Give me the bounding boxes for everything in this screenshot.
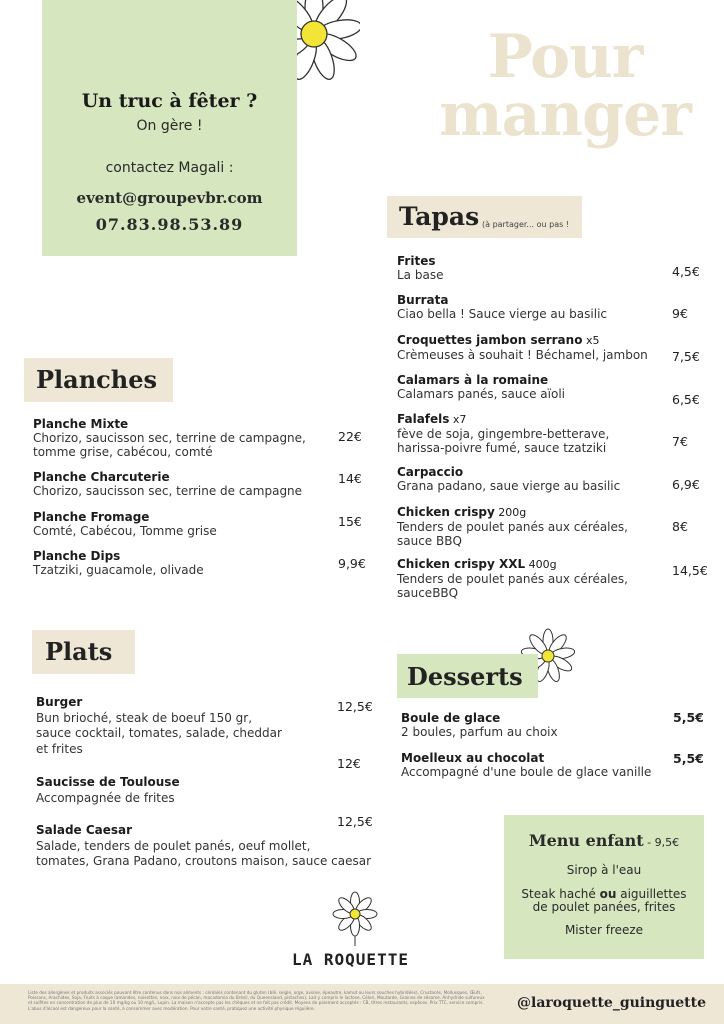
logo-daisy-icon: [330, 888, 380, 948]
planche-item: [33, 417, 306, 459]
item-desc-line2: sauce BBQ: [397, 534, 462, 548]
item-price: 12,5€: [337, 699, 373, 714]
tapas-item: [397, 293, 607, 321]
menu-enfant-main: [504, 887, 704, 901]
item-price: 9€: [672, 306, 688, 321]
item-desc-line2: tomates, Grana Padano, croutons maison, sauce caesar: [36, 854, 372, 868]
promo-email-link[interactable]: event@groupevbr.com: [76, 189, 263, 207]
item-desc: Chorizo, saucisson sec, terrine de campagne: [33, 484, 303, 498]
menu-enfant-dessert: Mister freeze: [564, 923, 644, 937]
promo-contact-label: contactez Magali :: [105, 160, 234, 176]
item-desc: fève de soja, gingembre-betterave,: [397, 427, 610, 441]
item-price: 14€: [338, 471, 362, 486]
item-desc: Bun brioché, steak de boeuf 150 gr,: [36, 710, 253, 725]
item-desc: Ciao bella ! Sauce vierge au basilic: [397, 307, 608, 321]
item-name: Salade Caesar: [36, 823, 133, 837]
item-qty: x7: [449, 413, 467, 426]
event-promo-box: [42, 0, 297, 256]
item-desc-line2: sauceBBQ: [397, 586, 459, 600]
item-name: Falafels: [397, 412, 450, 426]
item-desc: La base: [397, 268, 444, 282]
planches-heading: Planches: [36, 365, 158, 394]
item-price: 8€: [672, 519, 688, 534]
item-desc: Salade, tenders de poulet panés, oeuf mollet,: [36, 838, 311, 853]
promo-headline: Un truc à fêter ?: [81, 90, 258, 112]
dessert-item: [401, 751, 651, 779]
tapas-item: [397, 254, 443, 282]
tapas-item: [397, 333, 648, 362]
item-price: 5,5€: [673, 710, 704, 725]
item-desc-line3: et frites: [36, 741, 83, 756]
footer: [0, 984, 724, 1024]
item-desc: Tzatziki, guacamole, olivade: [33, 563, 204, 577]
item-desc: 2 boules, parfum au choix: [401, 725, 558, 739]
item-desc: Accompagné d'une boule de glace vanille: [401, 765, 652, 779]
item-desc-line2: sauce cocktail, tomates, salade, cheddar: [36, 726, 282, 740]
item-price: 6,5€: [672, 392, 700, 407]
menu-enfant-main-or: ou: [599, 887, 617, 901]
item-price: 9,9€: [338, 556, 366, 571]
menu-enfant-heading-row: [504, 831, 704, 850]
instagram-handle-link[interactable]: @laroquette_guinguette: [517, 995, 706, 1011]
item-price: 6,9€: [672, 477, 700, 492]
item-price: 12,5€: [337, 814, 373, 829]
item-name: Frites: [397, 254, 436, 268]
menu-enfant-main-a: Steak haché: [521, 887, 600, 901]
item-desc: Grana padano, saue vierge au basilic: [397, 479, 621, 493]
item-desc-line2: harissa-poivre fumé, sauce tzatziki: [397, 441, 607, 455]
item-desc: Calamars panés, sauce aïoli: [397, 387, 566, 401]
page-title-line2: manger: [439, 80, 691, 150]
item-qty: x5: [582, 334, 600, 347]
item-price: 7€: [672, 434, 688, 449]
desserts-header: [397, 654, 538, 698]
item-price: 14,5€: [672, 563, 708, 578]
menu-enfant-drink: Sirop à l'eau: [566, 863, 642, 877]
item-qty: 400g: [525, 558, 557, 571]
item-name: Chicken crispy XXL: [397, 557, 526, 571]
item-name: Moelleux au chocolat: [401, 751, 545, 765]
menu-enfant-main-c: aiguillettes: [616, 887, 687, 901]
page-title-line1: Pour: [487, 22, 643, 92]
item-desc: Comté, Cabécou, Tomme grise: [33, 524, 217, 538]
item-desc: Tenders de poulet panés aux céréales,: [397, 520, 628, 534]
item-qty: 200g: [494, 506, 527, 519]
planches-header: [24, 358, 173, 402]
dessert-item: [401, 711, 558, 739]
menu-enfant-price: - 9,5€: [643, 836, 680, 849]
item-name: Calamars à la romaine: [397, 373, 549, 387]
plat-item: [36, 823, 371, 870]
item-name: Saucisse de Toulouse: [36, 775, 180, 789]
plats-header: [32, 630, 135, 674]
tapas-item: [397, 557, 628, 600]
item-desc: Chorizo, saucisson sec, terrine de campagne,: [33, 431, 306, 445]
item-name: Planche Dips: [33, 549, 121, 563]
item-name: Croquettes jambon serrano: [397, 333, 583, 347]
promo-subline: On gère !: [136, 118, 203, 134]
item-name: Boule de glace: [401, 711, 501, 725]
desserts-heading: Desserts: [407, 662, 523, 691]
planche-item: [33, 510, 217, 538]
brand-logo-text: LA ROQUETTE: [292, 950, 409, 969]
planche-item: [33, 470, 302, 498]
plats-heading: Plats: [45, 637, 113, 666]
item-name: Planche Charcuterie: [33, 470, 170, 484]
item-desc-line2: tomme grise, cabécou, comté: [33, 445, 213, 459]
tapas-item: [397, 505, 628, 548]
menu-enfant-box: [504, 815, 704, 959]
item-name: Carpaccio: [397, 465, 464, 479]
plat-item: [36, 775, 180, 806]
item-price: 12€: [337, 756, 361, 771]
menu-enfant-heading: Menu enfant: [528, 831, 644, 850]
item-price: 4,5€: [672, 264, 700, 279]
tapas-item: [397, 412, 609, 455]
tapas-header: [387, 196, 582, 238]
tapas-item: [397, 373, 565, 401]
item-price: 7,5€: [672, 349, 700, 364]
tapas-heading: Tapas: [399, 202, 480, 231]
tapas-item: [397, 465, 620, 493]
item-price: 5,5€: [673, 751, 704, 766]
tapas-subtitle: (à partager... ou pas !: [482, 220, 570, 229]
item-name: Chicken crispy: [397, 505, 495, 519]
item-desc: Crèmeuses à souhait ! Béchamel, jambon: [397, 348, 648, 362]
item-name: Burrata: [397, 293, 449, 307]
item-name: Burger: [36, 695, 83, 709]
menu-enfant-main-line2: de poulet panées, frites: [532, 900, 676, 914]
planche-item: [33, 549, 204, 577]
item-desc: Tenders de poulet panés aux céréales,: [397, 572, 628, 586]
item-desc: Accompagnée de frites: [36, 790, 175, 805]
plat-item: [36, 695, 282, 757]
item-price: 22€: [338, 429, 362, 444]
promo-phone-link[interactable]: 07.83.98.53.89: [95, 215, 244, 234]
item-price: 15€: [338, 514, 362, 529]
item-name: Planche Fromage: [33, 510, 150, 524]
allergen-fine-print: Liste des allergènes et produits associés pouvant être contenus dans nos aliments : céréales contenant du gluten (blé, seigle, orge, avoine, épeautre, kamut ou leurs souches hybridées), Crustacés, Mollusques, Œufs, Poissons, Arachides, Soja, Fruits à coque (amandes, noisettes, noix, noix de pécan, macadamia du Brésil, du Queensland, pistaches), Lait y compris le lactose, Céleri, Moutarde, Graines de sésame. Anhydride sulfureux et sulfites en concentration de plus de 10 mg/kg ou 10 mg/L, Lupin. La maison n'accepte pas les chèques et ne fait pas crédit. Moyens de paiement acceptés : CB, titres restaurants, espèces. Prix TTC, service compris. L'abus d'alcool est dangereux pour la santé, à consommer avec modération. Pour votre santé, pratiquez une activité physique régulière.: [28, 990, 485, 1011]
page-title: [420, 22, 710, 150]
item-name: Planche Mixte: [33, 417, 129, 431]
